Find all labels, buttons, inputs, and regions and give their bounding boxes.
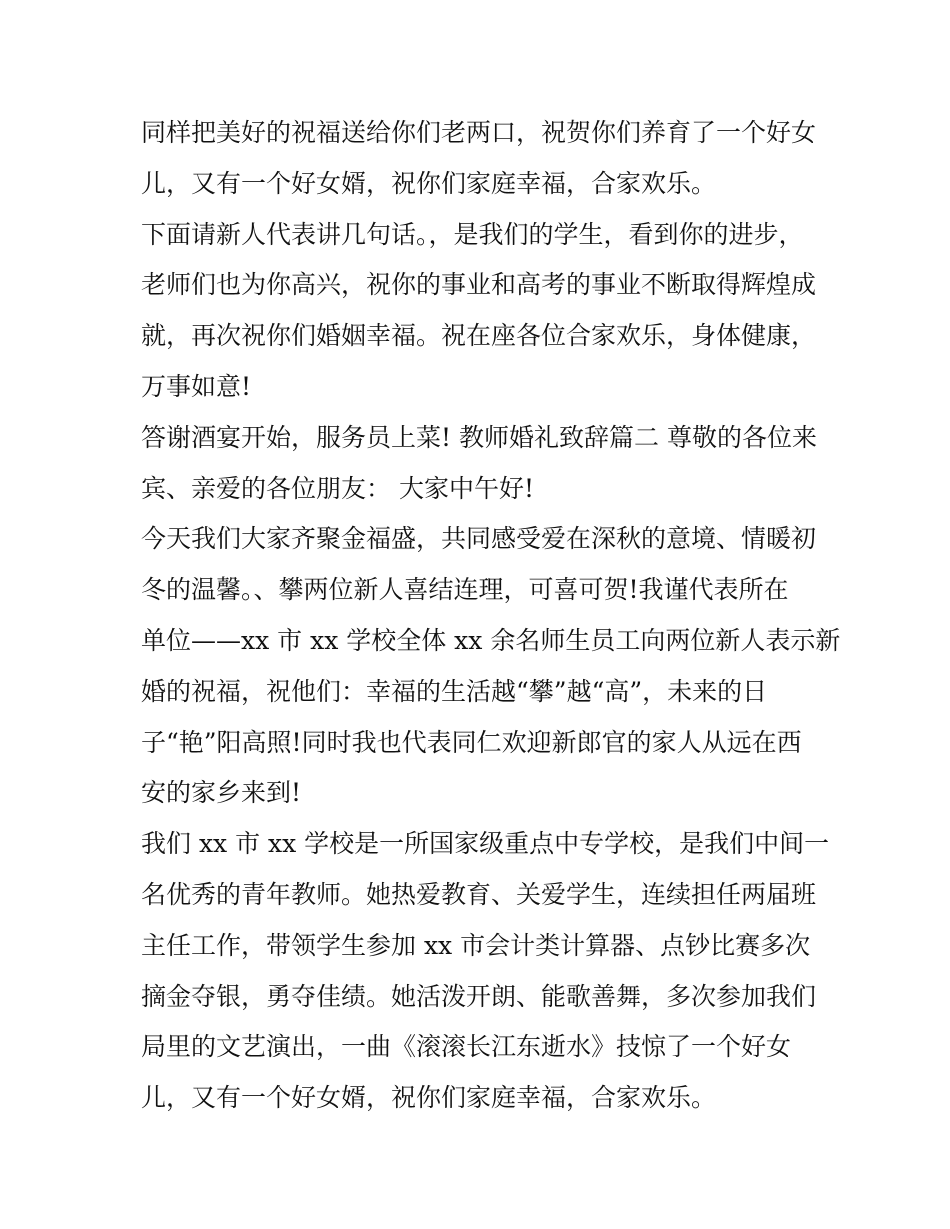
text-line: 主任工作，带领学生参加 xx 市会计类计算器、点钞比赛多次 <box>141 930 811 960</box>
text-line: 答谢酒宴开始，服务员上菜! 教师婚礼致辞篇二 尊敬的各位来 <box>141 422 817 452</box>
text-line: 就，再次祝你们婚姻幸福。祝在座各位合家欢乐，身体健康， <box>141 321 817 351</box>
text-line: 冬的温馨。、攀两位新人喜结连理，可喜可贺!我谨代表所在 <box>141 575 789 605</box>
text-line: 宾、亲爱的各位朋友： 大家中午好! <box>141 473 534 503</box>
text-line: 子“艳”阳高照!同时我也代表同仁欢迎新郎官的家人从远在西 <box>141 727 802 757</box>
text-line: 婚的祝福，祝他们：幸福的生活越“攀”越“高”，未来的日 <box>141 676 768 706</box>
text-line: 单位——xx 市 xx 学校全体 xx 余名师生员工向两位新人表示新 <box>141 625 841 655</box>
text-line: 今天我们大家齐聚金福盛，共同感受爱在深秋的意境、情暖初 <box>141 524 817 554</box>
text-line: 摘金夺银，勇夺佳绩。她活泼开朗、能歌善舞，多次参加我们 <box>141 981 817 1011</box>
text-line: 儿，又有一个好女婿，祝你们家庭幸福，合家欢乐。 <box>141 1083 717 1113</box>
text-line: 万事如意! <box>141 371 252 401</box>
text-line: 名优秀的青年教师。她热爱教育、关爱学生，连续担任两届班 <box>141 879 817 909</box>
text-line: 安的家乡来到! <box>141 778 302 808</box>
text-line: 老师们也为你高兴，祝你的事业和高考的事业不断取得辉煌成 <box>141 270 817 300</box>
text-line: 我们 xx 市 xx 学校是一所国家级重点中专学校，是我们中间一 <box>141 829 830 859</box>
text-line: 局里的文艺演出，一曲《滚滚长江东逝水》技惊了一个好女 <box>141 1032 792 1062</box>
text-line: 下面请新人代表讲几句话。，是我们的学生，看到你的进步， <box>141 219 804 249</box>
text-line: 同样把美好的祝福送给你们老两口，祝贺你们养育了一个好女 <box>141 118 817 147</box>
document-body <box>141 108 841 1124</box>
text-line: 儿，又有一个好女婿，祝你们家庭幸福，合家欢乐。 <box>141 168 717 198</box>
